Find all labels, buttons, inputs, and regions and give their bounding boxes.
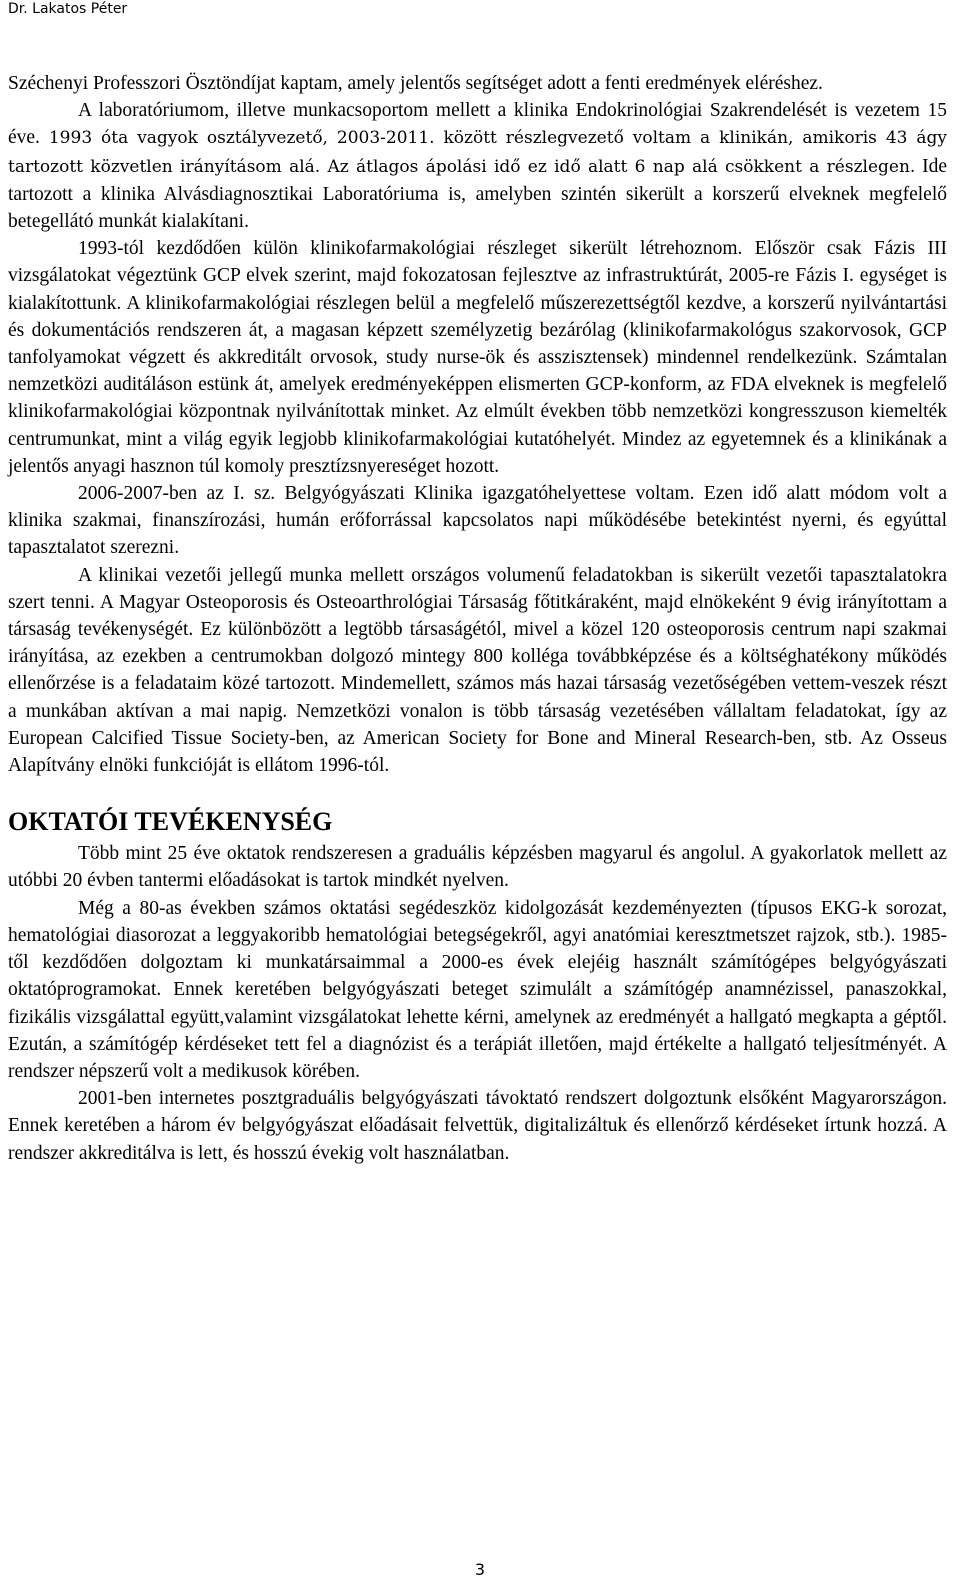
paragraph: 2006-2007-ben az I. sz. Belgyógyászati Klinika igazgatóhelyettese voltam. Ezen idő alatt módom volt a klinika szakmai, finanszírozási, humán erőforrással kapcsolatos napi működésébe betekintést nyerni, és egyúttal tapasztalatot szerezni. xyxy=(8,483,947,559)
paragraph-part: Ide tartozott a klinika Alvásdiagnosztikai Laboratóriuma is, amelyben szintén sikerült a korszerű elveknek megfelelő betegellátó munkát kialakítani. xyxy=(8,155,947,233)
paragraph: Széchenyi Professzori Ösztöndíjat kaptam, amely jelentős segítséget adott a fenti eredmények eléréshez. xyxy=(8,73,823,94)
paragraph xyxy=(8,97,947,235)
paragraph-part: A laboratóriumom, illetve munkacsoportom mellett a klinika Endokrinológiai Szakrendelését is vezetem 15 éve. xyxy=(8,100,947,149)
paragraph: 2001-ben internetes posztgraduális belgyógyászati távoktató rendszert dolgoztunk elsőként Magyarországon. Ennek keretében a három év belgyógyászat előadásait felvettük, digitalizáltuk és ellenőrző kérdéseket írtunk hozzá. A rendszer akkreditálva is lett, és hosszú évekig volt használatban. xyxy=(8,1088,947,1164)
paragraph-part: 1993 óta vagyok osztályvezető, 2003-2011. között részlegvezető voltam a klinikán, amikoris 43 ágy tartozott közvetlen irányításom alá. Az átlagos ápolási idő ez idő alatt 6 nap alá csökkent a részlegen. xyxy=(8,128,947,177)
paragraph: 1993-tól kezdődően külön klinikofarmakológiai részleget sikerült létrehoznom. Először csak Fázis III vizsgálatokat végeztünk GCP elvek szerint, majd fokozatosan fejlesztve az infrastruktúrát, 2005-re Fázis I. egységet is kialakítottunk. A klinikofarmakológiai részlegen belül a megfelelő műszerezettségtől kezdve, a korszerű nyilvántartási és dokumentációs rendszeren át, a magasan képzett személyzetig bezárólag (klinikofarmakológus szakorvosok, GCP tanfolyamokat végzett és akkreditált orvosok, study nurse-ök és asszisztensek) mindennel rendelkezünk. Számtalan nemzetközi auditáláson estünk át, amelyek eredményeképpen elismerten GCP-konform, az FDA elveknek is megfelelő klinikofarmakológiai központnak nyilvánítottak minket. Az elmúlt években több nemzetközi kongresszuson kiemelték centrumunkat, mint a világ egyik legjobb klinikofarmakológiai kutatóhelyét. Mindez az egyetemnek és a klinikának a jelentős anyagi hasznon túl komoly presztízsnyereséget hozott. xyxy=(8,238,947,477)
paragraph: Több mint 25 éve oktatok rendszeresen a graduális képzésben magyarul és angolul. A gyakorlatok mellett az utóbbi 20 évben tantermi előadásokat is tartok mindkét nyelven. xyxy=(8,843,947,892)
page-number: 3 xyxy=(474,1560,486,1579)
page-header-author: Dr. Lakatos Péter xyxy=(8,1,128,17)
paragraph: A klinikai vezetői jellegű munka mellett országos volumenű feladatokban is sikerült vezetői tapasztalatokra szert tenni. A Magyar Osteoporosis és Osteoarthrológiai Társaság főtitkáraként, majd elnökeként 9 évig irányítottam a társaság tevékenységét. Ez különbözött a legtöbb társaságétól, mivel a közel 120 osteoporosis centrum napi szakmai irányítása, az ezekben a centrumokban dolgozó mintegy 800 kolléga továbbképzése és a költséghatékony működés ellenőrzése is a feladataim közé tartozott. Mindemellett, számos más hazai társaság vezetőségében vettem-veszek részt a munkában aktívan a mai napig. Nemzetközi vonalon is több társaság vezetésében vállaltam feladatokat, így az European Calcified Tissue Society-ben, az American Society for Bone and Mineral Research-ben, stb. Az Osseus Alapítvány elnöki funkcióját is ellátom 1996-tól. xyxy=(8,564,947,777)
document-body xyxy=(8,70,947,1167)
paragraph: Még a 80-as években számos oktatási segédeszköz kidolgozását kezdeményezten (típusos EKG-k sorozat, hematológiai diasorozat a leggyakoribb hematológiai betegségekről, agyi anatómiai keresztmetszet rajzok, stb.). 1985-től kezdődően dolgoztam ki munkatársaimmal a 2000-es évek elejéig használt számítógépes belgyógyászati oktatóprogramokat. Ennek keretében belgyógyászati beteget szimulált a számítógép anamnézissel, panaszokkal, fizikális vizsgálattal együtt,valamint vizsgálatokat lehette kérni, amelynek az eredményét a hallgató megkapta a géptől. Ezután, a számítógép kérdéseket tett fel a diagnózist és a terápiát illetően, majd értékelte a hallgató teljesítményét. A rendszer népszerű volt a medikusok körében. xyxy=(8,897,947,1082)
section-heading: OKTATÓI TEVÉKENYSÉG xyxy=(8,807,333,837)
